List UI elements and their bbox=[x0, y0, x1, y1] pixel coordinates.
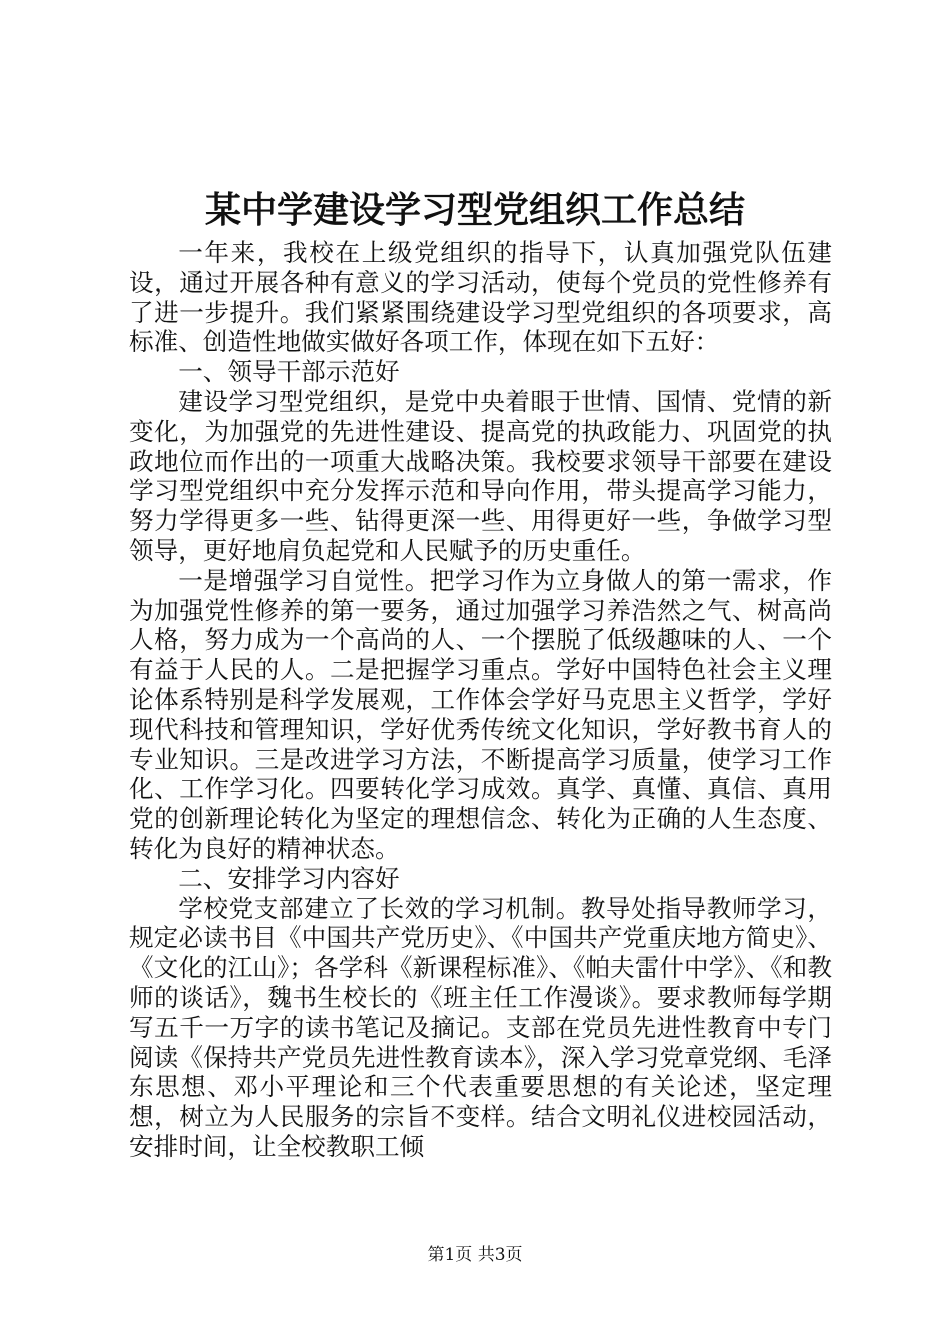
section-heading-1: 一、领导干部示范好 bbox=[178, 357, 400, 387]
document-title: 某中学建设学习型党组织工作总结 bbox=[204, 189, 745, 231]
page-number-footer: 第1页 共3页 bbox=[427, 1245, 523, 1265]
paragraph-section-1: 建设学习型党组织，是党中央着眼于世情、国情、党情的新变化，为加强党的先进性建设、提高党的执政能力、巩固党的执政地位而作出的一项重大战略决策。我校要求领导干部要在建设学习型党组织中充分发挥示范和导向作用，带头提高学习能力，努力学得更多一些、钻得更深一些、用得更好一些，争做学习型领导，更好地肩负起党和人民赋予的历史重任。 bbox=[129, 386, 832, 565]
paragraph-intro: 一年来，我校在上级党组织的指导下，认真加强党队伍建设，通过开展各种有意义的学习活动，使每个党员的党性修养有了进一步提升。我们紧紧围绕建设学习型党组织的各项要求，高标准、创造性地做实做好各项工作，体现在如下五好： bbox=[129, 238, 832, 357]
paragraph-section-1-points: 一是增强学习自觉性。把学习作为立身做人的第一需求，作为加强党性修养的第一要务，通过加强学习养浩然之气、树高尚人格，努力成为一个高尚的人、一个摆脱了低级趣味的人、一个有益于人民的人。二是把握学习重点。学好中国特色社会主义理论体系特别是科学发展观，工作体会学好马克思主义哲学，学好现代科技和管理知识，学好优秀传统文化知识，学好教书育人的专业知识。三是改进学习方法，不断提高学习质量，使学习工作化、工作学习化。四要转化学习成效。真学、真懂、真信、真用党的创新理论转化为坚定的理想信念、转化为正确的人生态度、转化为良好的精神状态。 bbox=[129, 565, 832, 863]
document-body bbox=[129, 238, 832, 1162]
section-heading-2: 二、安排学习内容好 bbox=[178, 863, 400, 893]
paragraph-section-2: 学校党支部建立了长效的学习机制。教导处指导教师学习，规定必读书目《中国共产党历史》、《中国共产党重庆地方简史》、《文化的江山》；各学科《新课程标准》、《帕夫雷什中学》、《和教师的谈话》，魏书生校长的《班主任工作漫谈》。要求教师每学期写五千一万字的读书笔记及摘记。支部在党员先进性教育中专门阅读《保持共产党员先进性教育读本》，深入学习党章党纲、毛泽东思想、邓小平理论和三个代表重要思想的有关论述，坚定理想，树立为人民服务的宗旨不变样。结合文明礼仪进校园活动，安排时间，让全校教职工倾 bbox=[129, 893, 832, 1161]
